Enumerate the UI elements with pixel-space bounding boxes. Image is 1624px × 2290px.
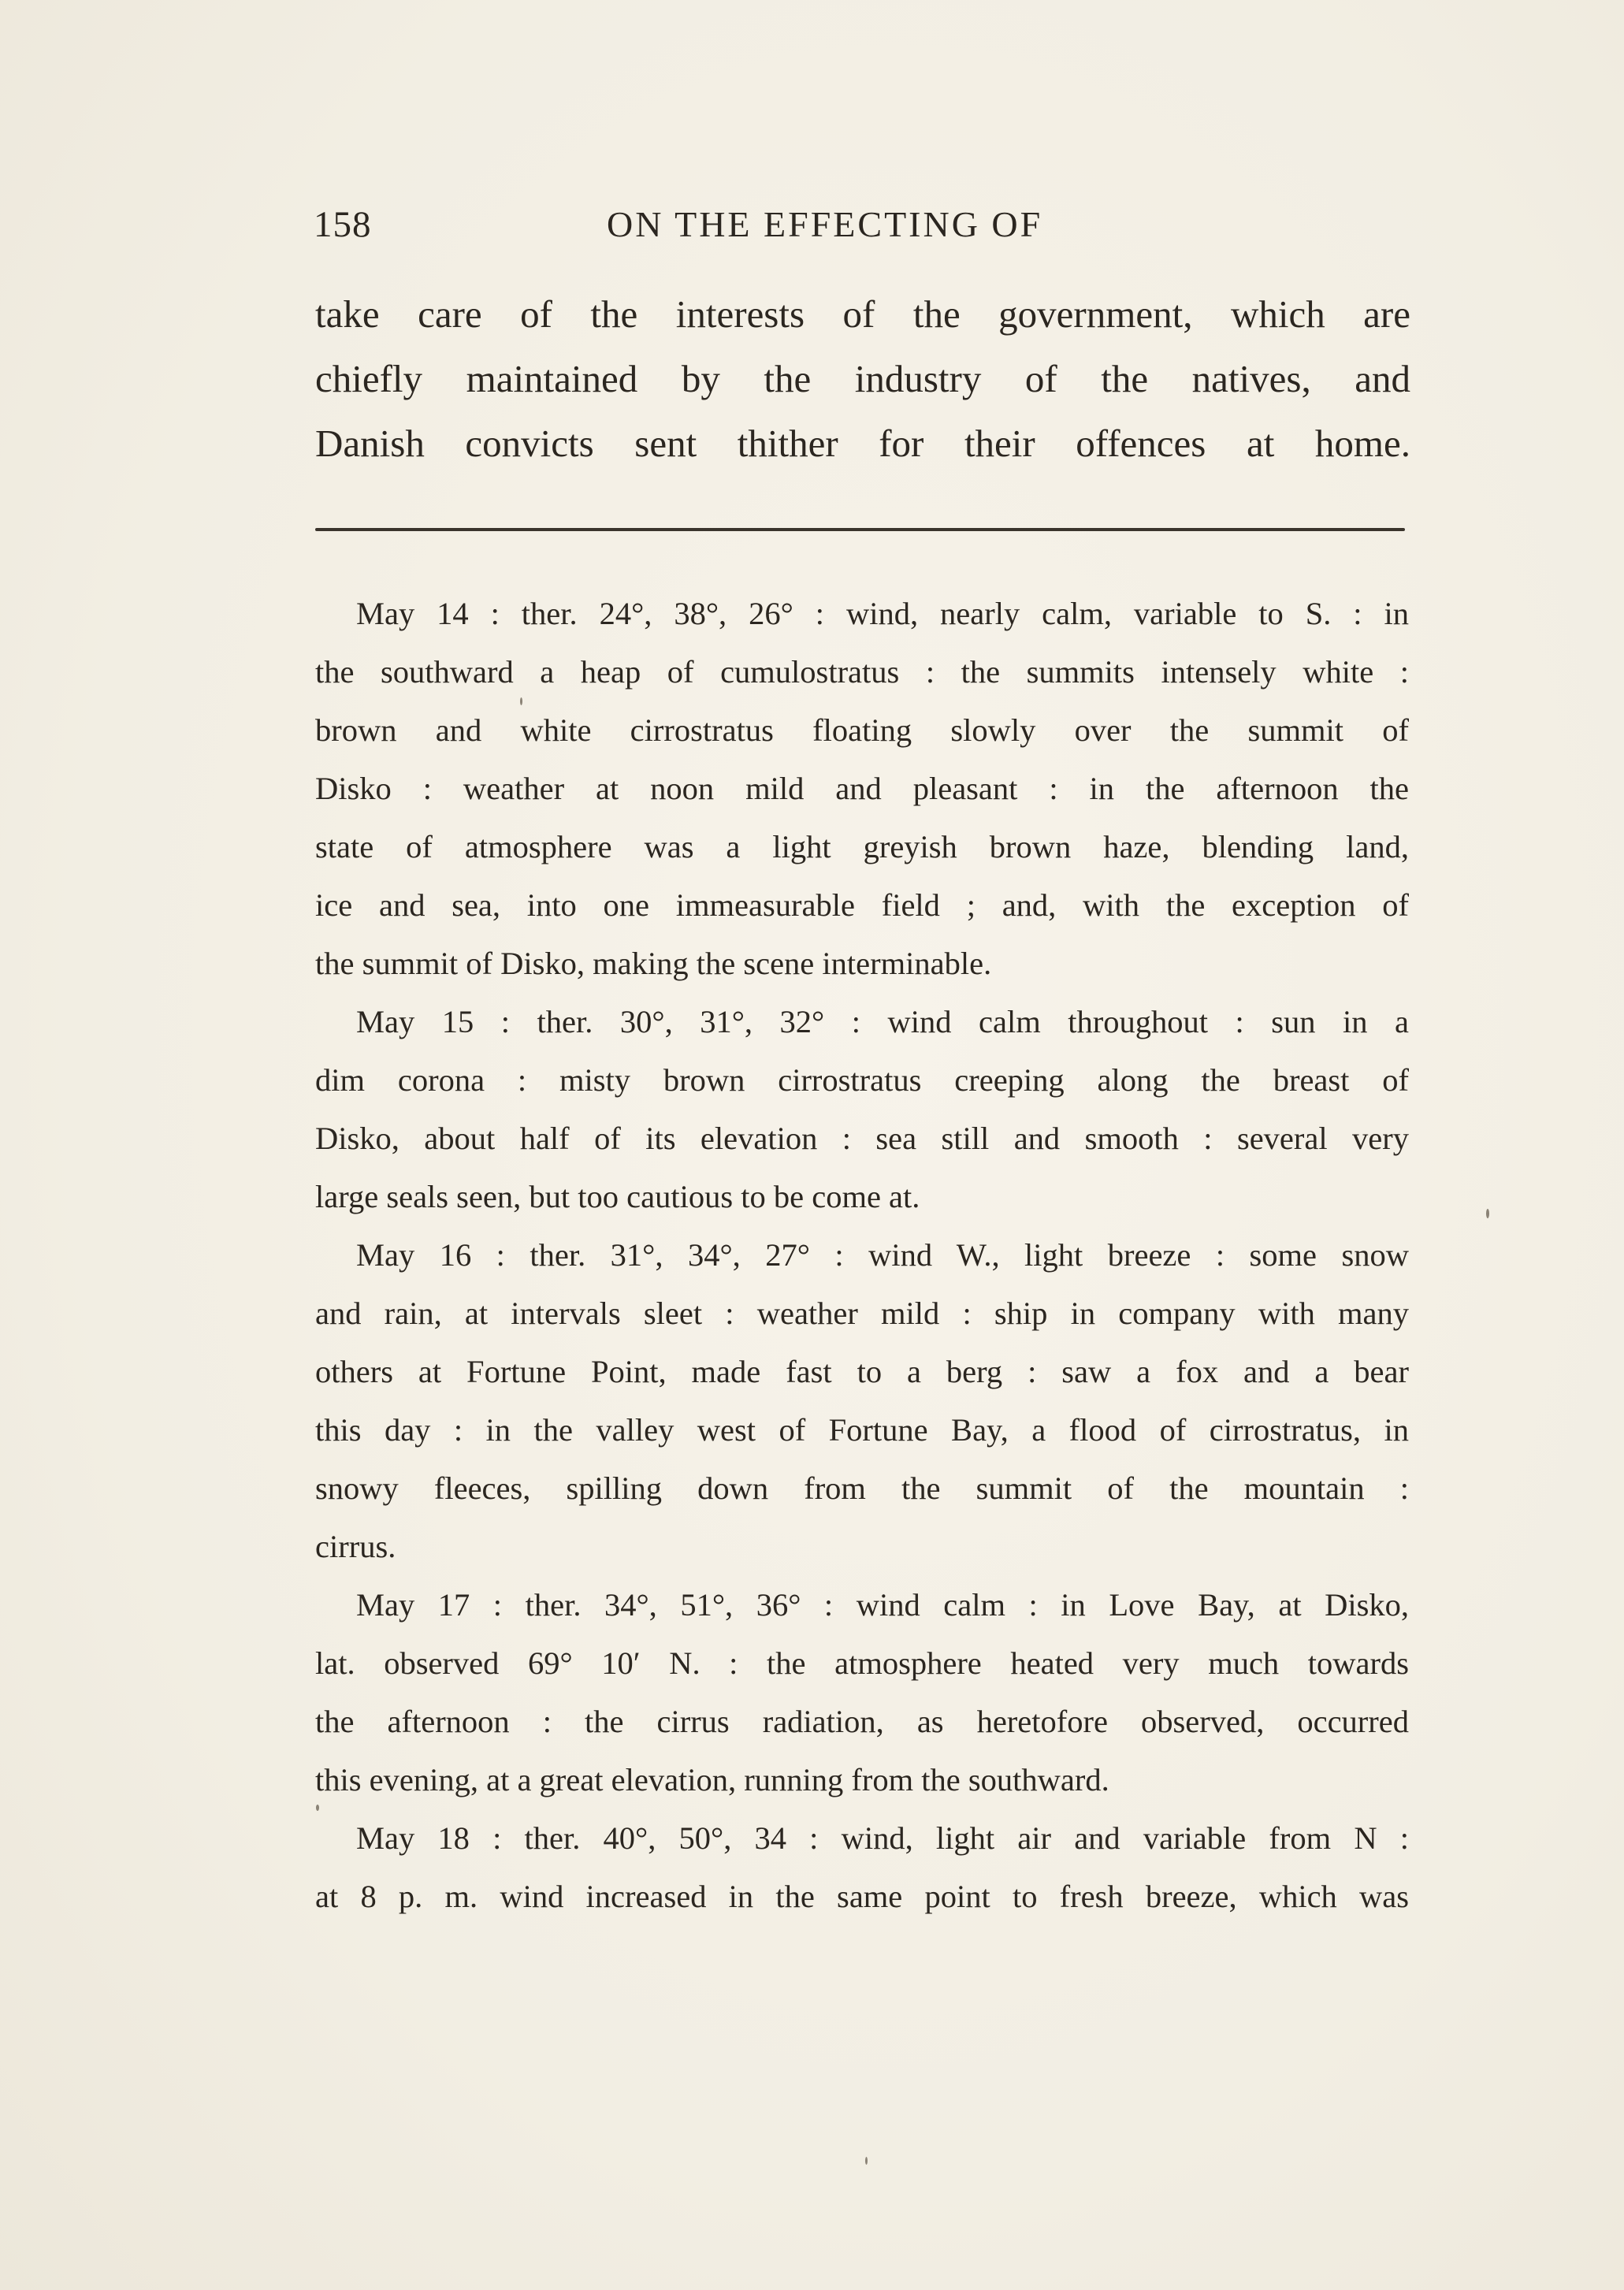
- weather-journal: [315, 585, 1409, 1926]
- journal-line: snowy fleeces, spilling down from the summit of the mountain :: [315, 1470, 1409, 1506]
- journal-line: others at Fortune Point, made fast to a berg : saw a fox and a bear: [315, 1354, 1409, 1389]
- journal-entry-may-18: May 18 : ther. 40°, 50°, 34 : wind, light air and variable from N :: [356, 1820, 1409, 1856]
- journal-line: at 8 p. m. wind increased in the same point to fresh breeze, which was: [315, 1879, 1409, 1914]
- journal-line: large seals seen, but too cautious to be come at.: [315, 1179, 920, 1214]
- journal-line: the afternoon : the cirrus radiation, as heretofore observed, occurred: [315, 1704, 1409, 1739]
- journal-line: this day : in the valley west of Fortune Bay, a flood of cirrostratus, in: [315, 1412, 1409, 1448]
- journal-line: the summit of Disko, making the scene interminable.: [315, 946, 992, 981]
- journal-line: and rain, at intervals sleet : weather mild : ship in company with many: [315, 1296, 1409, 1331]
- intro-paragraph: [315, 282, 1410, 476]
- paper-speck: [1486, 1209, 1489, 1218]
- journal-entry-may-16: May 16 : ther. 31°, 34°, 27° : wind W., light breeze : some snow: [356, 1237, 1409, 1273]
- intro-line: Danish convicts sent thither for their offences at home.: [315, 422, 1410, 465]
- running-head: ON THE EFFECTING OF: [607, 204, 1043, 244]
- journal-line: state of atmosphere was a light greyish brown haze, blending land,: [315, 829, 1409, 864]
- intro-line: take care of the interests of the government, which are: [315, 292, 1410, 336]
- section-divider: [315, 528, 1405, 531]
- journal-line: dim corona : misty brown cirrostratus creeping along the breast of: [315, 1062, 1409, 1098]
- journal-entry-may-17: May 17 : ther. 34°, 51°, 36° : wind calm : in Love Bay, at Disko,: [356, 1587, 1409, 1623]
- journal-line: brown and white cirrostratus floating slowly over the summit of: [315, 712, 1409, 748]
- page-number: 158: [314, 204, 372, 245]
- journal-entry-may-15: May 15 : ther. 30°, 31°, 32° : wind calm throughout : sun in a: [356, 1004, 1409, 1039]
- paper-speck: [316, 1805, 319, 1811]
- journal-line: Disko : weather at noon mild and pleasant : in the afternoon the: [315, 771, 1409, 806]
- page-header: [314, 203, 1409, 258]
- journal-line: the southward a heap of cumulostratus : the summits intensely white :: [315, 654, 1409, 690]
- paper-speck: [520, 697, 522, 705]
- journal-line: Disko, about half of its elevation : sea still and smooth : several very: [315, 1121, 1409, 1156]
- intro-line: chiefly maintained by the industry of the natives, and: [315, 357, 1410, 400]
- journal-line: cirrus.: [315, 1529, 396, 1564]
- journal-entry-may-14: May 14 : ther. 24°, 38°, 26° : wind, nearly calm, variable to S. : in: [356, 596, 1409, 631]
- journal-line: ice and sea, into one immeasurable field ; and, with the exception of: [315, 887, 1409, 923]
- journal-line: lat. observed 69° 10′ N. : the atmosphere heated very much towards: [315, 1645, 1409, 1681]
- paper-speck: [865, 2157, 868, 2165]
- journal-line: this evening, at a great elevation, running from the southward.: [315, 1762, 1109, 1797]
